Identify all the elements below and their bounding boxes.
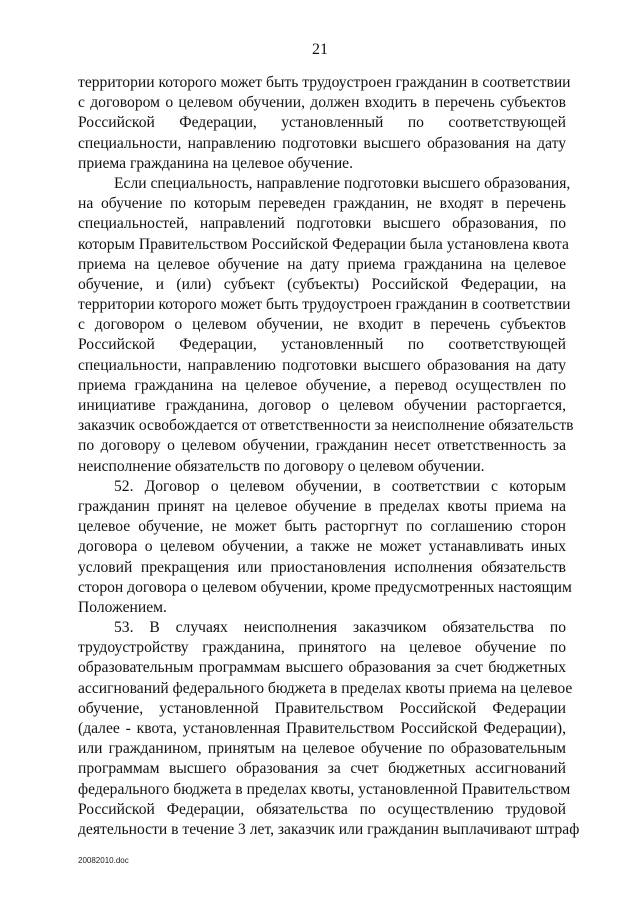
text-line: (далее - квота, установленная Правительством Российской Федерации), bbox=[78, 720, 566, 737]
footer-filename: 20082010.doc bbox=[78, 856, 129, 865]
text-line: инициативе гражданина, договор о целевом обучении расторгается, bbox=[78, 397, 566, 414]
text-line: сторон договора о целевом обучении, кроме предусмотренных настоящим bbox=[78, 578, 572, 596]
page-number: 21 bbox=[312, 41, 328, 58]
paragraph-specialty-transfer bbox=[78, 174, 574, 477]
clause-53 bbox=[78, 618, 580, 840]
text-line: трудоустройству гражданина, принятого на целевое обучение по bbox=[78, 639, 566, 657]
text-line: целевое обучение, не может быть расторгнут по соглашению сторон bbox=[78, 518, 566, 536]
text-line: неисполнение обязательств по договору о целевом обучении. bbox=[78, 457, 485, 475]
text-line: по договору о целевом обучении, гражданин несет ответственность за bbox=[78, 437, 566, 455]
text-line: образовательным программам высшего образования за счет бюджетных bbox=[78, 659, 566, 677]
clause-52 bbox=[78, 477, 572, 618]
text-line: федерального бюджета в пределах квоты, установленной Правительством bbox=[78, 780, 571, 798]
text-line: специальности, направлению подготовки высшего образования на дату bbox=[78, 134, 566, 152]
document-body bbox=[78, 73, 580, 840]
text-line: Российской Федерации, установленный по соответствующей bbox=[78, 114, 566, 132]
text-line: специальностей, направлений подготовки высшего образования, по bbox=[78, 215, 566, 233]
text-line: ассигнований федерального бюджета в пределах квоты приема на целевое bbox=[78, 679, 573, 697]
text-line: территории которого может быть трудоустроен гражданин в соответствии bbox=[78, 296, 571, 314]
text-line: Российской Федерации, обязательства по осуществлению трудовой bbox=[78, 800, 566, 818]
text-line: специальности, направлению подготовки высшего образования на дату bbox=[78, 356, 566, 374]
text-line: деятельности в течение 3 лет, заказчик или гражданин выплачивают штраф bbox=[78, 820, 580, 838]
text-line: с договором о целевом обучении, должен входить в перечень субъектов bbox=[78, 94, 566, 112]
text-line: Если специальность, направление подготовки высшего образования, bbox=[114, 174, 571, 192]
text-line: которым Правительством Российской Федерации была установлена квота bbox=[78, 235, 569, 253]
text-line: Положением. bbox=[78, 598, 167, 616]
text-line: 52. Договор о целевом обучении, в соответствии с которым bbox=[114, 477, 566, 495]
text-line: приема гражданина на целевое обучение. bbox=[78, 154, 353, 172]
text-line: территории которого может быть трудоустроен гражданин в соответствии bbox=[78, 74, 571, 91]
text-line: договора о целевом обучении, а также не может устанавливать иных bbox=[78, 538, 566, 556]
text-line: условий прекращения или приостановления исполнения обязательств bbox=[78, 558, 566, 576]
text-line: или гражданином, принятым на целевое обучение по образовательным bbox=[78, 740, 566, 758]
text-line: программам высшего образования за счет бюджетных ассигнований bbox=[78, 760, 566, 778]
text-line: на обучение по которым переведен гражданин, не входят в перечень bbox=[78, 195, 566, 213]
text-line: обучение, и (или) субъект (субъекты) Российской Федерации, на bbox=[78, 275, 566, 293]
text-line: заказчик освобождается от ответственности за неисполнение обязательств bbox=[78, 417, 574, 435]
text-line: приема гражданина на целевое обучение, а перевод осуществлен по bbox=[78, 376, 566, 394]
text-line: Российской Федерации, установленный по соответствующей bbox=[78, 336, 566, 354]
text-line: с договором о целевом обучении, не входит в перечень субъектов bbox=[78, 316, 566, 334]
text-line: 53. В случаях неисполнения заказчиком обязательства по bbox=[114, 619, 566, 637]
text-line: приема на целевое обучение на дату приема гражданина на целевое bbox=[78, 255, 566, 273]
paragraph-continuation bbox=[78, 73, 571, 174]
text-line: гражданин принят на целевое обучение в пределах квоты приема на bbox=[78, 497, 566, 515]
text-line: обучение, установленной Правительством Российской Федерации bbox=[78, 699, 566, 717]
